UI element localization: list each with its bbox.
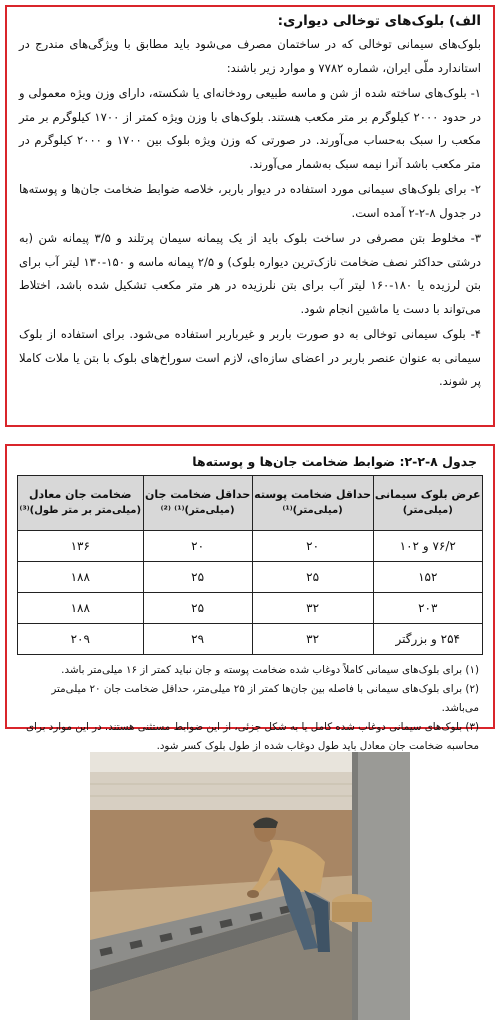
section-a-title: الف) بلوک‌های توخالی دیواری:: [277, 13, 481, 29]
table-box: [5, 444, 495, 752]
thickness-table: [17, 475, 483, 655]
table-cell: ۱۸۸: [18, 593, 144, 624]
section-a-item-3: ۳- مخلوط بتن مصرفی در ساخت بلوک باید از یک پیمانه سیمان پرتلند و ۳/۵ پیمانه شن (به درشتی حداکثر نصف ضخامت نازک‌ترین دیواره بلوک) و ۲/۵ پیمانه ماسه و ۱۵۰-۱۳۰ لیتر آب برای بتن لرزیده یا ۱۸۰-۱۶۰ لیتر آب برای بتن نلرزیده در هر متر مکعب تشکیل شده باشد، اختلاط می‌تواند با دست یا ماشین انجام شود.: [19, 231, 482, 316]
table-row: [18, 593, 483, 624]
table-title: جدول ۸-۲-۲: ضوابط ضخامت جان‌ها و پوسته‌ها: [192, 454, 477, 469]
construction-worker-laying-blocks-photo: [90, 752, 410, 1020]
header-min-web: حداقل ضخامت جان (میلی‌متر)⁽¹⁾ ⁽²⁾: [143, 476, 252, 531]
section-a-item-1: ۱- بلوک‌های ساخته شده از شن و ماسه طبیعی رودخانه‌ای یا شکسته، دارای وزن ویژه معمولی و در حدود ۲۰۰۰ کیلوگرم بر متر مکعب هستند. بلوک‌های با وزن ویژه کمتر از ۱۷۰۰ کیلوگرم بر متر مکعب را سبک به‌حساب می‌آورند. در صورتی که وزن ویژه بلوک بین ۱۷۰۰ و ۲۰۰۰ کیلوگرم در متر مکعب باشد آنرا نیمه سبک به‌شمار می‌آورند.: [19, 86, 481, 171]
table-cell: ۲۵: [252, 562, 373, 593]
table-note-2: (۲) برای بلوک‌های سیمانی با فاصله بین جان‌ها کمتر از ۲۵ میلی‌متر، حداقل ضخامت جان ۲۰ میلی‌متر می‌باشد.: [51, 683, 479, 714]
header-min-shell: حداقل ضخامت پوسته (میلی‌متر)⁽¹⁾: [252, 476, 373, 531]
table-cell: ۲۵۴ و بزرگتر: [373, 624, 483, 655]
section-a-item-4: ۴- بلوک سیمانی توخالی به دو صورت باربر و غیرباربر استفاده می‌شود. برای استفاده از بلوک سیمانی به عنوان عنصر باربر در اعضای سازه‌ای، لازم است سوراخ‌های بلوک با بتن یا ملات کاملا پر شوند.: [19, 327, 481, 388]
table-cell: ۷۶/۲ و ۱۰۲: [373, 531, 483, 562]
table-row: [18, 624, 483, 655]
header-equiv-web: ضخامت جان معادل (میلی‌متر بر متر طول)⁽³⁾: [18, 476, 144, 531]
table-cell: ۲۰: [143, 531, 252, 562]
table-cell: ۲۰۹: [18, 624, 144, 655]
section-a-item-2: ۲- برای بلوک‌های سیمانی مورد استفاده در دیوار باربر، خلاصه ضوابط ضخامت جان‌ها و پوسته‌ها در جدول ۸-۲-۲ آمده است.: [19, 182, 481, 220]
table-cell: ۳۲: [252, 593, 373, 624]
table-cell: ۲۵: [143, 562, 252, 593]
table-cell: ۱۳۶: [18, 531, 144, 562]
table-cell: ۲۹: [143, 624, 252, 655]
table-notes: [21, 661, 479, 756]
table-row: [18, 562, 483, 593]
section-a-box: [5, 5, 495, 427]
table-header-row: [18, 476, 483, 531]
table-note-1: (۱) برای بلوک‌های سیمانی کاملاً دوغاب شده ضخامت پوسته و جان نباید کمتر از ۱۶ میلی‌متر باشد.: [61, 664, 479, 676]
table-cell: ۱۵۲: [373, 562, 483, 593]
table-cell: ۱۸۸: [18, 562, 144, 593]
section-a-intro: بلوک‌های سیمانی توخالی که در ساختمان مصرف می‌شود باید مطابق با ویژگی‌های مندرج در استاندارد ملّی ایران، شماره ۷۷۸۲ و موارد زیر باشند:: [19, 37, 481, 75]
table-cell: ۲۵: [143, 593, 252, 624]
table-cell: ۲۰: [252, 531, 373, 562]
table-row: [18, 531, 483, 562]
header-block-width: عرض بلوک سیمانی (میلی‌متر): [373, 476, 483, 531]
table-cell: ۲۰۳: [373, 593, 483, 624]
table-note-3: (۳) بلوک‌های سیمانی دوغاب شده کامل یا به شکل جزئی، از این ضوابط مستثنی هستند. در این موارد برای محاسبه ضخامت جان معادل باید طول دوغاب شده از طول بلوک کسر شود.: [26, 721, 479, 752]
table-cell: ۳۲: [252, 624, 373, 655]
